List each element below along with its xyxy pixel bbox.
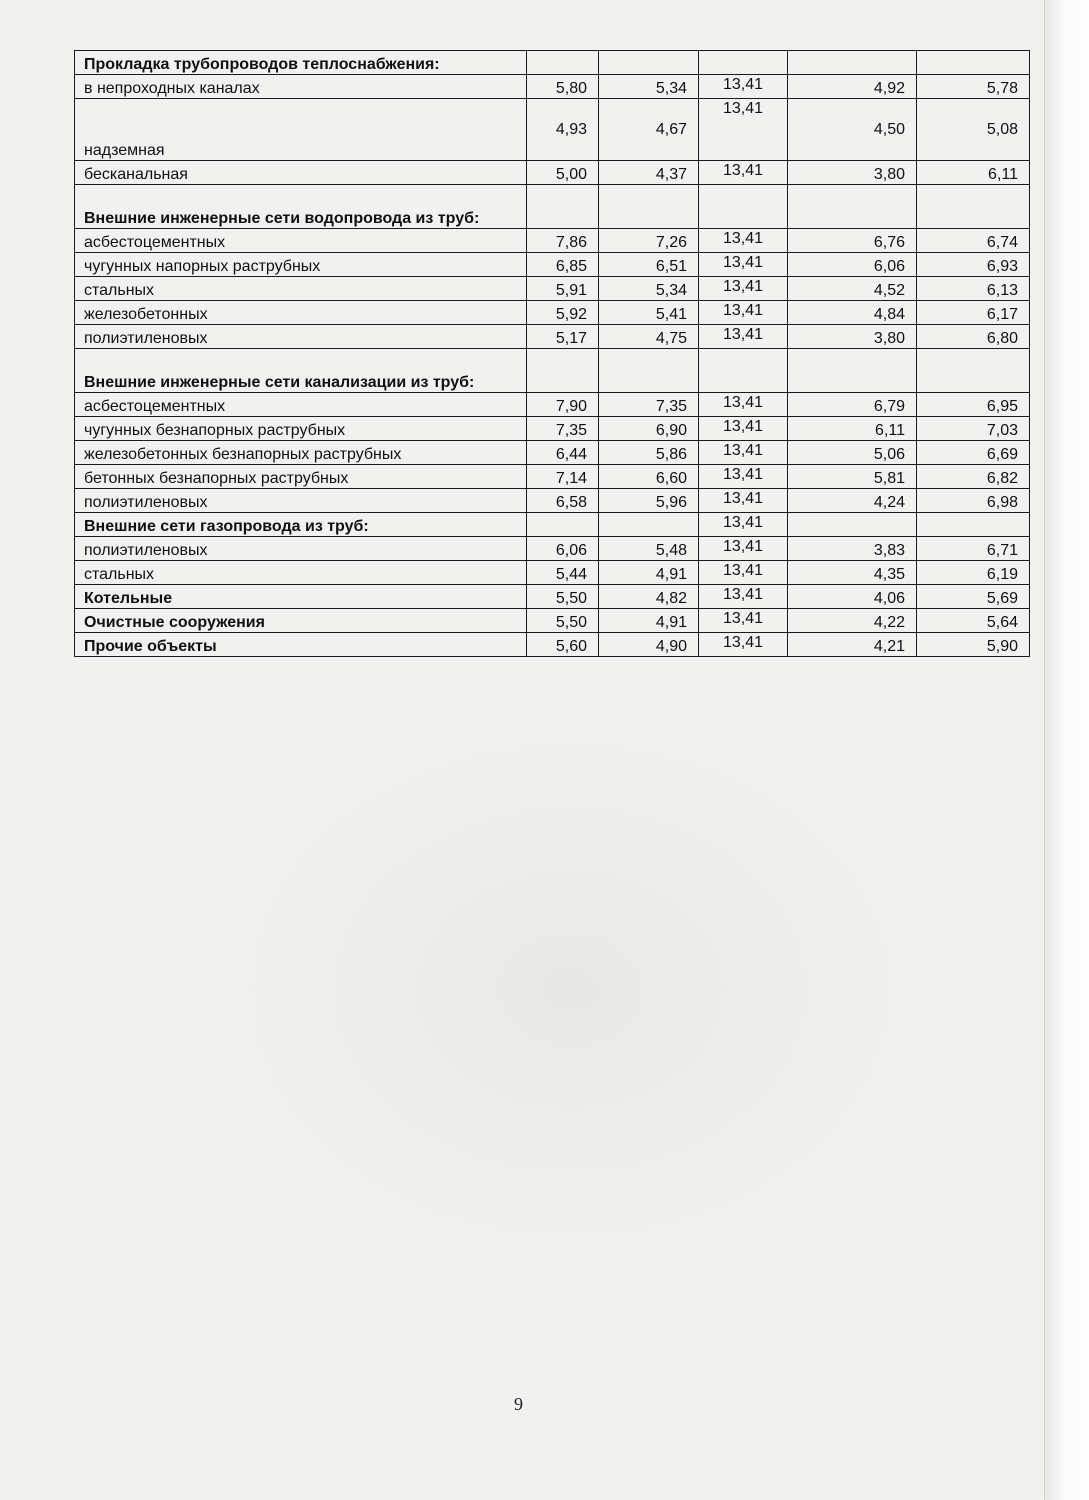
value-cell-col-1: 7,35 <box>527 417 599 441</box>
row-label: стальных <box>75 561 527 585</box>
value-cell-col-3 <box>699 51 788 75</box>
value-cell-col-2: 6,51 <box>599 253 699 277</box>
table-row <box>75 441 1030 465</box>
row-label: полиэтиленовых <box>75 537 527 561</box>
value-cell-col-1: 5,17 <box>527 325 599 349</box>
value-cell-col-5: 6,13 <box>917 277 1030 301</box>
row-label: Очистные сооружения <box>75 609 527 633</box>
value-cell-col-1 <box>527 513 599 537</box>
row-label: бесканальная <box>75 161 527 185</box>
row-label: полиэтиленовых <box>75 489 527 513</box>
value-cell-col-3 <box>699 185 788 229</box>
value-cell-col-5: 6,11 <box>917 161 1030 185</box>
row-label: асбестоцементных <box>75 229 527 253</box>
value-cell-col-2: 7,26 <box>599 229 699 253</box>
value-cell-col-3: 13,41 <box>699 513 788 537</box>
value-cell-col-4: 4,52 <box>788 277 917 301</box>
value-cell-col-3: 13,41 <box>699 489 788 513</box>
value-cell-col-5: 6,80 <box>917 325 1030 349</box>
row-label: в непроходных каналах <box>75 75 527 99</box>
row-label: чугунных безнапорных раструбных <box>75 417 527 441</box>
table-row <box>75 489 1030 513</box>
value-cell-col-2 <box>599 349 699 393</box>
table-section-row <box>75 609 1030 633</box>
value-cell-col-2: 5,34 <box>599 277 699 301</box>
value-cell-col-3: 13,41 <box>699 229 788 253</box>
value-cell-col-2: 4,82 <box>599 585 699 609</box>
value-cell-col-2: 4,75 <box>599 325 699 349</box>
value-cell-col-1: 6,06 <box>527 537 599 561</box>
value-cell-col-2: 5,41 <box>599 301 699 325</box>
table-row <box>75 537 1030 561</box>
value-cell-col-3: 13,41 <box>699 277 788 301</box>
table-section-row <box>75 633 1030 657</box>
value-cell-col-4: 3,80 <box>788 325 917 349</box>
row-label: полиэтиленовых <box>75 325 527 349</box>
value-cell-col-3: 13,41 <box>699 633 788 657</box>
value-cell-col-3: 13,41 <box>699 465 788 489</box>
row-label: бетонных безнапорных раструбных <box>75 465 527 489</box>
row-label: Котельные <box>75 585 527 609</box>
value-cell-col-4: 5,81 <box>788 465 917 489</box>
row-label: Прокладка трубопроводов теплоснабжения: <box>75 51 527 75</box>
row-label: Прочие объекты <box>75 633 527 657</box>
value-cell-col-4: 6,76 <box>788 229 917 253</box>
table-body <box>75 51 1030 657</box>
value-cell-col-5: 6,95 <box>917 393 1030 417</box>
value-cell-col-2: 5,96 <box>599 489 699 513</box>
value-cell-col-1: 5,00 <box>527 161 599 185</box>
value-cell-col-5: 6,69 <box>917 441 1030 465</box>
value-cell-col-4: 4,92 <box>788 75 917 99</box>
value-cell-col-2: 6,90 <box>599 417 699 441</box>
row-label: Внешние инженерные сети водопровода из труб: <box>75 185 527 229</box>
row-label: надземная <box>75 99 527 161</box>
row-label: Внешние инженерные сети канализации из труб: <box>75 349 527 393</box>
value-cell-col-3: 13,41 <box>699 301 788 325</box>
table-row <box>75 301 1030 325</box>
value-cell-col-3: 13,41 <box>699 75 788 99</box>
value-cell-col-1: 6,44 <box>527 441 599 465</box>
value-cell-col-2: 5,34 <box>599 75 699 99</box>
value-cell-col-4: 6,11 <box>788 417 917 441</box>
value-cell-col-1: 5,50 <box>527 609 599 633</box>
table-section-row <box>75 585 1030 609</box>
value-cell-col-3: 13,41 <box>699 417 788 441</box>
value-cell-col-3 <box>699 349 788 393</box>
value-cell-col-3: 13,41 <box>699 253 788 277</box>
value-cell-col-1: 7,14 <box>527 465 599 489</box>
value-cell-col-5: 5,64 <box>917 609 1030 633</box>
value-cell-col-3: 13,41 <box>699 585 788 609</box>
value-cell-col-4: 4,22 <box>788 609 917 633</box>
value-cell-col-2 <box>599 51 699 75</box>
value-cell-col-1: 4,93 <box>527 99 599 161</box>
row-label: Внешние сети газопровода из труб: <box>75 513 527 537</box>
price-index-table <box>74 50 1030 657</box>
value-cell-col-2: 5,48 <box>599 537 699 561</box>
table-row <box>75 229 1030 253</box>
value-cell-col-4: 4,50 <box>788 99 917 161</box>
table-row <box>75 393 1030 417</box>
value-cell-col-4: 4,24 <box>788 489 917 513</box>
table-row <box>75 465 1030 489</box>
value-cell-col-5: 6,19 <box>917 561 1030 585</box>
value-cell-col-3: 13,41 <box>699 161 788 185</box>
value-cell-col-4: 4,06 <box>788 585 917 609</box>
row-label: асбестоцементных <box>75 393 527 417</box>
value-cell-col-4: 4,21 <box>788 633 917 657</box>
table-row <box>75 561 1030 585</box>
value-cell-col-5: 6,93 <box>917 253 1030 277</box>
table-row <box>75 253 1030 277</box>
value-cell-col-2: 5,86 <box>599 441 699 465</box>
value-cell-col-1: 5,50 <box>527 585 599 609</box>
value-cell-col-3: 13,41 <box>699 393 788 417</box>
value-cell-col-2: 6,60 <box>599 465 699 489</box>
page-number: 9 <box>514 1394 523 1414</box>
table-row <box>75 75 1030 99</box>
value-cell-col-4 <box>788 51 917 75</box>
table-row <box>75 99 1030 161</box>
table-section-row <box>75 51 1030 75</box>
value-cell-col-5: 6,71 <box>917 537 1030 561</box>
value-cell-col-4 <box>788 185 917 229</box>
value-cell-col-2: 4,91 <box>599 609 699 633</box>
value-cell-col-1: 5,80 <box>527 75 599 99</box>
value-cell-col-1: 5,91 <box>527 277 599 301</box>
value-cell-col-4: 3,80 <box>788 161 917 185</box>
value-cell-col-5: 6,74 <box>917 229 1030 253</box>
value-cell-col-1 <box>527 51 599 75</box>
value-cell-col-3: 13,41 <box>699 441 788 465</box>
value-cell-col-5: 5,78 <box>917 75 1030 99</box>
value-cell-col-4 <box>788 513 917 537</box>
value-cell-col-3: 13,41 <box>699 537 788 561</box>
value-cell-col-1: 7,90 <box>527 393 599 417</box>
table-row <box>75 325 1030 349</box>
table-row <box>75 277 1030 301</box>
table-section-row <box>75 513 1030 537</box>
value-cell-col-4: 6,06 <box>788 253 917 277</box>
value-cell-col-2: 4,37 <box>599 161 699 185</box>
value-cell-col-5: 5,08 <box>917 99 1030 161</box>
table-row <box>75 417 1030 441</box>
value-cell-col-1 <box>527 185 599 229</box>
value-cell-col-3: 13,41 <box>699 99 788 161</box>
value-cell-col-2 <box>599 185 699 229</box>
value-cell-col-4: 5,06 <box>788 441 917 465</box>
row-label: железобетонных безнапорных раструбных <box>75 441 527 465</box>
value-cell-col-5: 5,90 <box>917 633 1030 657</box>
value-cell-col-2: 7,35 <box>599 393 699 417</box>
value-cell-col-5 <box>917 513 1030 537</box>
value-cell-col-5 <box>917 185 1030 229</box>
value-cell-col-1: 7,86 <box>527 229 599 253</box>
value-cell-col-4: 6,79 <box>788 393 917 417</box>
value-cell-col-5: 6,98 <box>917 489 1030 513</box>
reverse-side-bleed-through <box>180 690 960 1290</box>
row-label: стальных <box>75 277 527 301</box>
table-section-row <box>75 349 1030 393</box>
table-section-row <box>75 185 1030 229</box>
value-cell-col-1: 5,92 <box>527 301 599 325</box>
value-cell-col-4: 3,83 <box>788 537 917 561</box>
value-cell-col-1: 5,44 <box>527 561 599 585</box>
value-cell-col-5: 6,17 <box>917 301 1030 325</box>
value-cell-col-4: 4,35 <box>788 561 917 585</box>
value-cell-col-5 <box>917 349 1030 393</box>
value-cell-col-5: 6,82 <box>917 465 1030 489</box>
value-cell-col-5 <box>917 51 1030 75</box>
value-cell-col-4 <box>788 349 917 393</box>
value-cell-col-1 <box>527 349 599 393</box>
value-cell-col-2: 4,90 <box>599 633 699 657</box>
value-cell-col-4: 4,84 <box>788 301 917 325</box>
value-cell-col-1: 5,60 <box>527 633 599 657</box>
value-cell-col-2: 4,67 <box>599 99 699 161</box>
value-cell-col-1: 6,85 <box>527 253 599 277</box>
value-cell-col-3: 13,41 <box>699 561 788 585</box>
value-cell-col-3: 13,41 <box>699 325 788 349</box>
row-label: железобетонных <box>75 301 527 325</box>
value-cell-col-2 <box>599 513 699 537</box>
row-label: чугунных напорных раструбных <box>75 253 527 277</box>
value-cell-col-3: 13,41 <box>699 609 788 633</box>
table-row <box>75 161 1030 185</box>
value-cell-col-1: 6,58 <box>527 489 599 513</box>
value-cell-col-2: 4,91 <box>599 561 699 585</box>
value-cell-col-5: 7,03 <box>917 417 1030 441</box>
page-edge <box>1044 0 1089 1500</box>
value-cell-col-5: 5,69 <box>917 585 1030 609</box>
